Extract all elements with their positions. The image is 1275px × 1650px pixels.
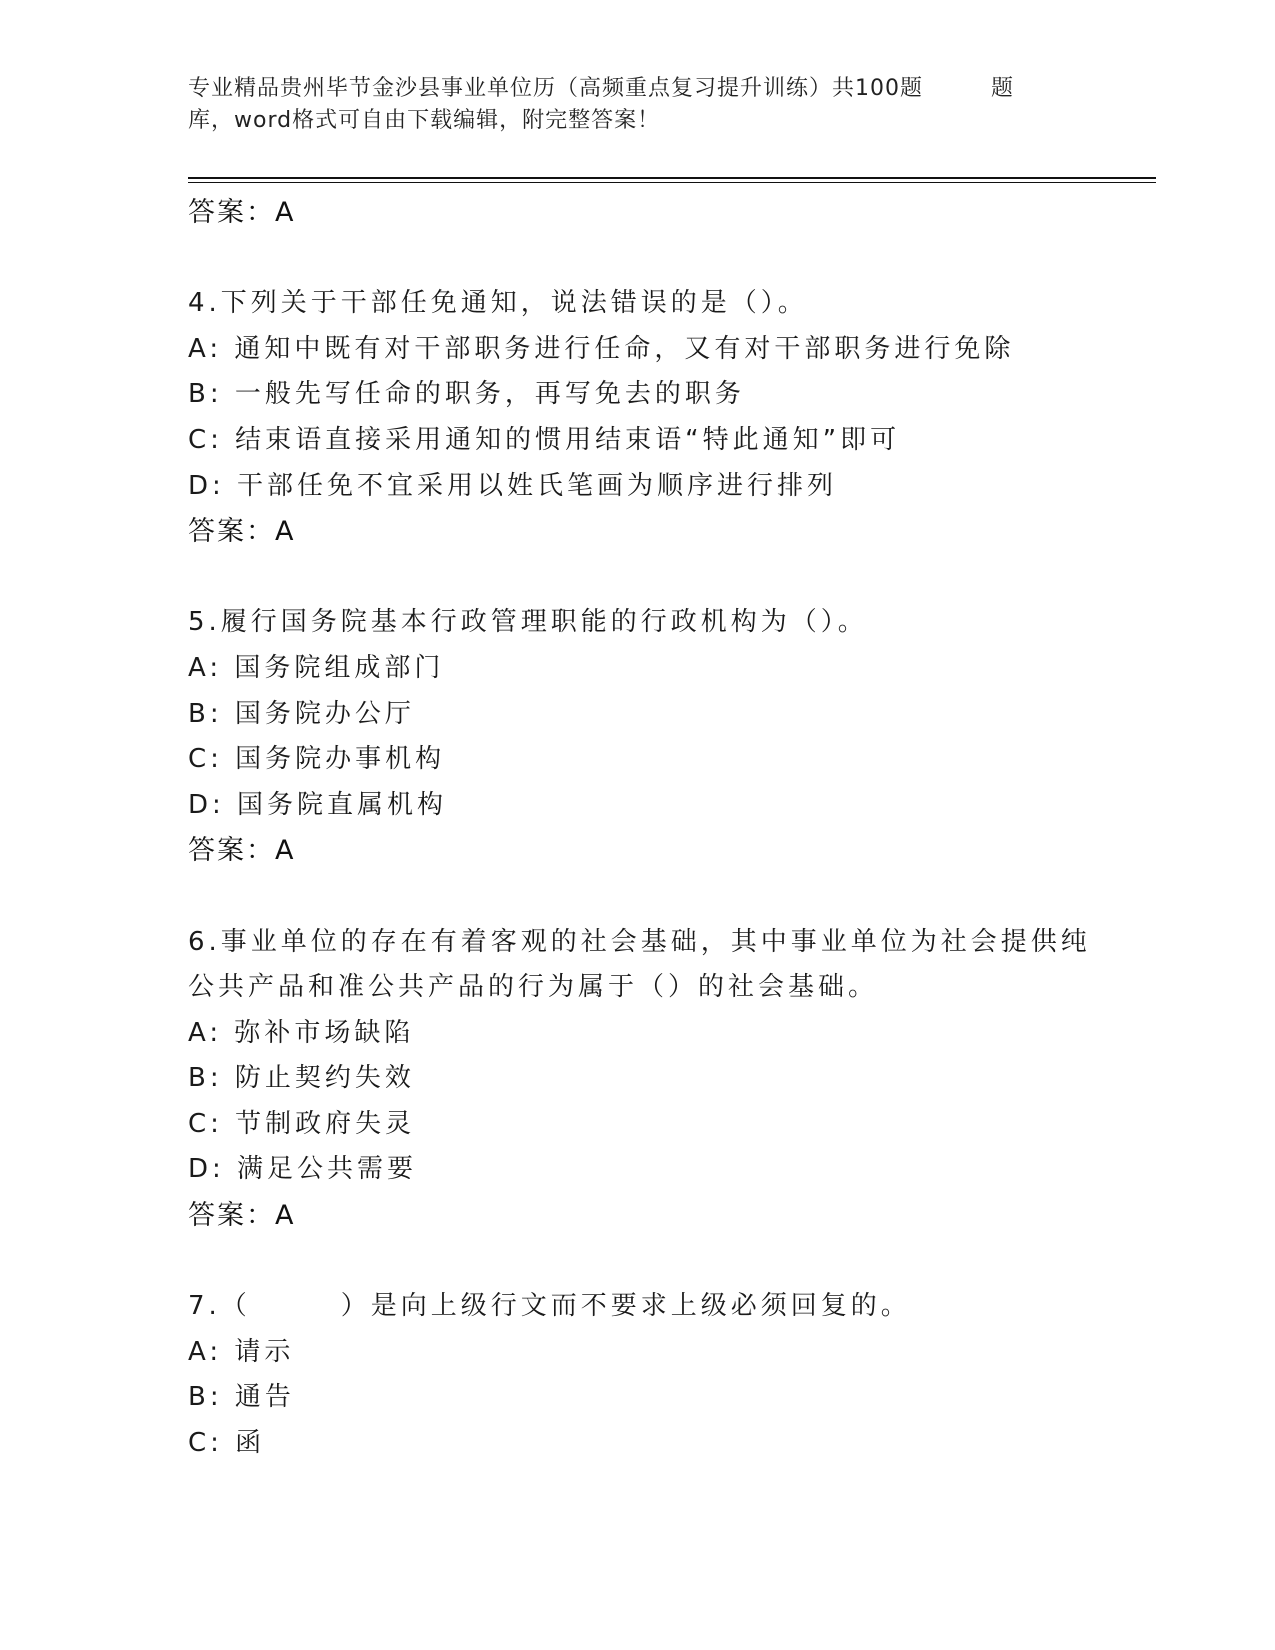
option-7-c: C: 函 — [188, 1428, 266, 1459]
page-header — [188, 73, 1088, 137]
option-6-d: D: 满足公共需要 — [188, 1154, 418, 1185]
answer-5: 答案：A — [188, 835, 296, 867]
spacer — [188, 555, 1148, 601]
option-5-d: D: 国务院直属机构 — [188, 789, 448, 820]
option-4-a: A: 通知中既有对干部职务进行任命，又有对干部职务进行免除 — [188, 333, 1015, 364]
question-4: 4.下列关于干部任免通知，说法错误的是（）。 — [188, 288, 808, 319]
answer-3: 答案：A — [188, 197, 296, 228]
question-6-line-2: 公共产品和准公共产品的行为属于（）的社会基础。 — [188, 972, 879, 1003]
option-5-b: B: 国务院办公厅 — [188, 698, 415, 729]
header-line-2: 库，word格式可自由下载编辑，附完整答案！ — [188, 108, 661, 133]
spacer — [188, 1239, 1148, 1285]
question-5: 5.履行国务院基本行政管理职能的行政机构为（）。 — [188, 607, 868, 638]
header-title-text: 专业精品贵州毕节金沙县事业单位历（高频重点复习提升训练）共100题 — [188, 76, 923, 101]
option-5-a: A: 国务院组成部门 — [188, 652, 445, 683]
answer-4: 答案：A — [188, 516, 296, 548]
answer-6: 答案：A — [188, 1200, 296, 1232]
option-4-d: D: 干部任免不宜采用以姓氏笔画为顺序进行排列 — [188, 470, 838, 501]
header-divider-thick — [188, 177, 1156, 179]
question-7: 7.（ ）是向上级行文而不要求上级必须回复的。 — [188, 1291, 911, 1322]
option-5-c: C: 国务院办事机构 — [188, 744, 446, 775]
question-6-line-1: 6.事业单位的存在有着客观的社会基础，其中事业单位为社会提供纯 — [188, 926, 1091, 957]
option-7-b: B: 通告 — [188, 1382, 295, 1413]
option-6-c: C: 节制政府失灵 — [188, 1108, 416, 1139]
header-title-tail: 题 — [991, 76, 1015, 101]
header-divider-thin — [188, 182, 1156, 183]
document-body — [188, 190, 1148, 1467]
option-6-b: B: 防止契约失效 — [188, 1063, 415, 1094]
option-4-c: C: 结束语直接采用通知的惯用结束语“特此通知”即可 — [188, 424, 901, 455]
header-line-1 — [188, 73, 1088, 105]
option-7-a: A: 请示 — [188, 1336, 295, 1367]
spacer — [188, 236, 1148, 282]
option-6-a: A: 弥补市场缺陷 — [188, 1017, 415, 1048]
option-4-b: B: 一般先写任命的职务，再写免去的职务 — [188, 379, 745, 410]
spacer — [188, 874, 1148, 920]
